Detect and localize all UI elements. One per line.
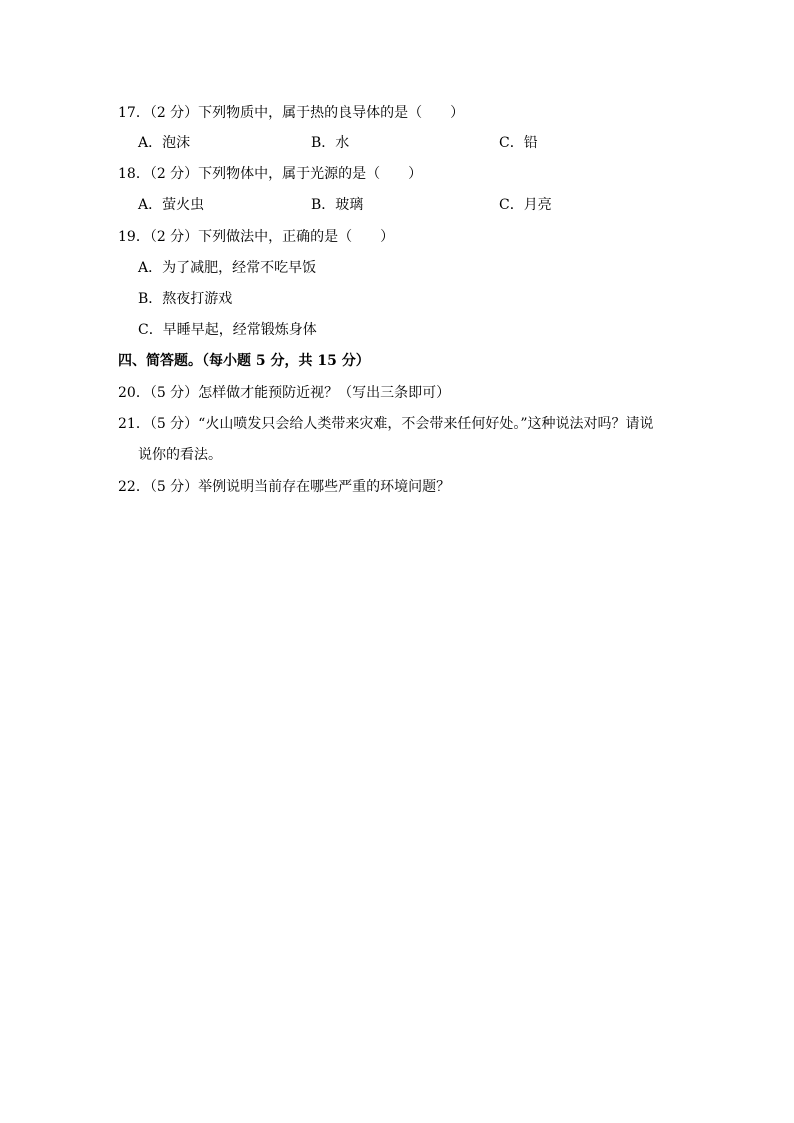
question-21-continuation: 说你的看法。 [138, 447, 222, 463]
section-4-heading: 四、简答题。（每小题 5 分，共 15 分） [118, 353, 370, 369]
question-18-option-a: A．萤火虫 [138, 197, 205, 213]
question-20: 20．（5 分）怎样做才能预防近视？（写出三条即可） [118, 385, 451, 401]
question-18: 18．（2 分）下列物体中，属于光源的是（ ） [118, 166, 423, 182]
question-19-option-b: B．熬夜打游戏 [138, 291, 233, 307]
question-18-option-b: B．玻璃 [311, 197, 364, 213]
question-19-option-a: A．为了减肥，经常不吃早饭 [138, 260, 317, 276]
question-17: 17．（2 分）下列物质中，属于热的良导体的是（ ） [118, 105, 465, 121]
question-22: 22．（5 分）举例说明当前存在哪些严重的环境问题？ [118, 479, 451, 495]
question-19: 19．（2 分）下列做法中，正确的是（ ） [118, 229, 395, 245]
question-21: 21．（5 分）“火山喷发只会给人类带来灾难，不会带来任何好处。”这种说法对吗？请说 [118, 416, 654, 432]
question-19-option-c: C．早睡早起，经常锻炼身体 [138, 322, 317, 338]
question-17-option-b: B．水 [311, 135, 350, 151]
question-18-option-c: C．月亮 [499, 197, 552, 213]
question-17-option-c: C．铅 [499, 135, 538, 151]
question-17-option-a: A．泡沫 [138, 135, 191, 151]
